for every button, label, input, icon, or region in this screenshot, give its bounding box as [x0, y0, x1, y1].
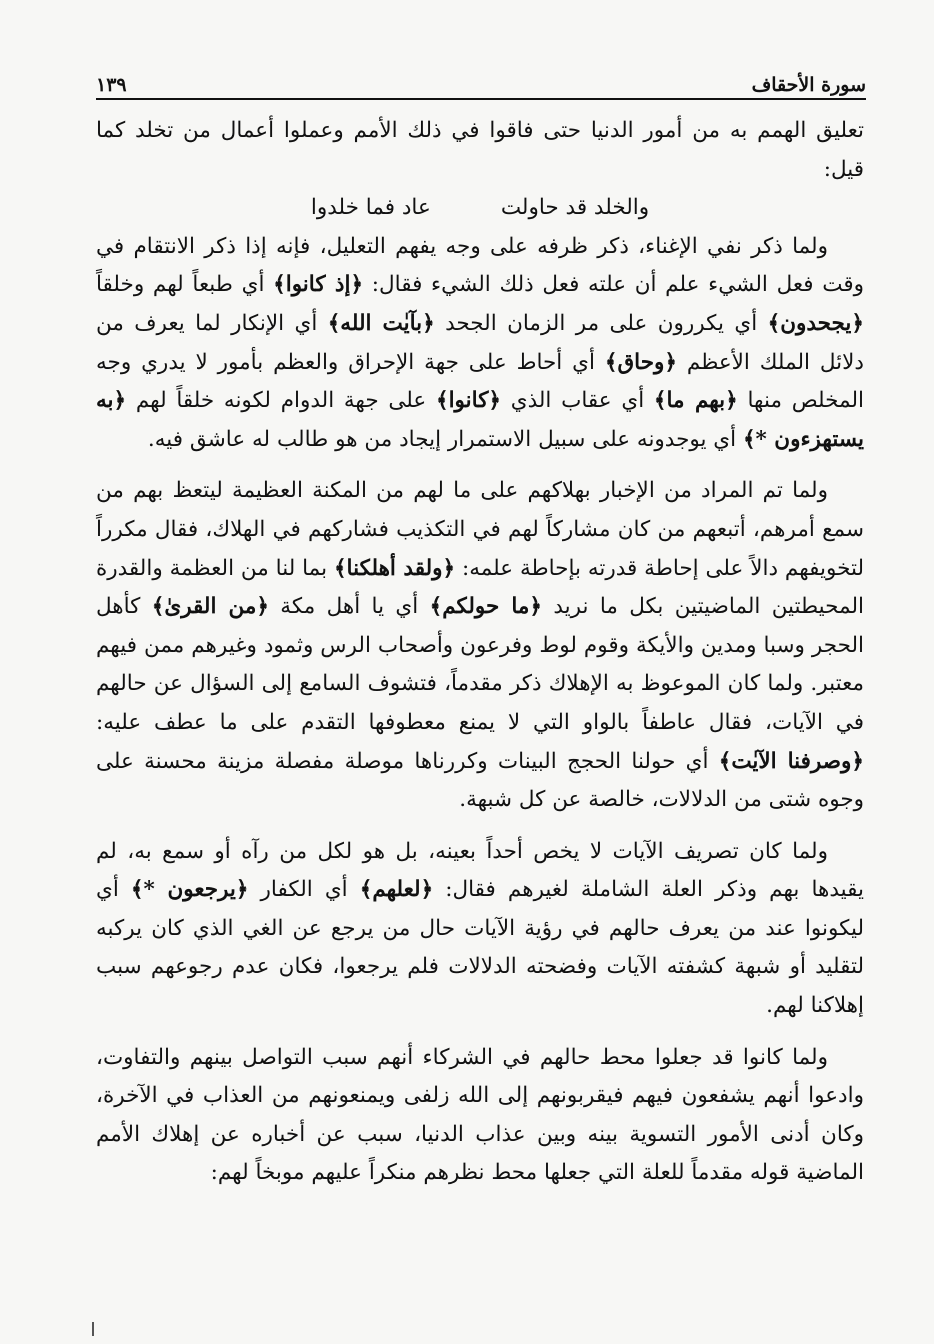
paragraph-3 [96, 472, 864, 819]
quran-quote: ﴿من القرىٰ﴾ [151, 594, 269, 620]
quran-quote: ﴿ولقد أهلكنا﴾ [333, 555, 456, 581]
text-run: أي أحاط على جهة الإحراق والعظم بأمور لا يدري وجه المخلص منها [96, 349, 864, 414]
quran-quote: ﴿ما حولكم﴾ [429, 594, 542, 620]
text-run: كأهل الحجر وسبا ومدين والأيكة وقوم لوط وفرعون وأصحاب الرس وثمود وغيرهم ممن فيهم معتبر. ولما كان الموعوظ به الإهلاك ذكر مقدماً، فتشوف السامع إلى السؤال عن حالهم في الآيات، فقال عاطفاً بالواو التي لا يمنع معطوفها التقدم على ما عطف عليه: [96, 594, 864, 735]
verse-second-hemistich: عاد فما خلدوا [310, 195, 431, 221]
text-run: ولما ذكر نفي الإغناء، ذكر ظرفه على وجه يفهم التعليل، فإنه إذا ذكر الانتقام في وقت فعل الشيء علم أن علته فعل ذلك الشيء فقال: [96, 233, 864, 298]
text-run: أي يا أهل مكة [268, 594, 430, 620]
quran-quote: ﴿بآيٰت الله﴾ [327, 310, 435, 336]
text-run: أي طبعاً لهم وخلقاً [96, 272, 274, 298]
text-run: على جهة الدوام لكونه خلقاً لهم [126, 388, 436, 414]
chapter-title: سورة الأحقاف [751, 74, 866, 96]
text-run: أي ليكونوا عند من يعرف حالهم في رؤية الآيات حال من يرجع عن الغي الذي كان يركبه لتقليد أو شبهة كشفته الآيات وفضحته الدلالات فلم يرجعوا، فكان عدم رجوعهم سبب إهلاكنا لهم. [96, 877, 864, 1019]
quran-quote: ﴿وحاق﴾ [604, 349, 677, 375]
text-run: أي الإنكار لما يعرف من دلائل الملك الأعظم [96, 310, 864, 375]
poetry-verse [96, 189, 864, 228]
header-divider [96, 98, 866, 100]
text-run: أي عقاب الذي [501, 388, 654, 414]
text-run: أي الكفار [248, 877, 360, 903]
paragraph-5: ولما كانوا قد جعلوا محط حالهم في الشركاء أنهم سبب التواصل بينهم والتفاوت، وادعوا أنهم يشفعون فيهم فيقربونهم إلى الله زلفى ويمنعونهم من العذاب في الآخرة، وكان أدنى الأمور التسوية بينه وبين عذاب الدنيا، سبب عن أخباره عن إهلاك الأمم الماضية قوله مقدماً للعلة التي جعلها محط نظرهم منكراً عليهم موبخاً لهم: [96, 1044, 864, 1186]
page-header [96, 56, 866, 96]
quran-quote: ﴿لعلهم﴾ [359, 877, 434, 903]
page-number: ١٣٩ [96, 74, 127, 96]
text-run: ولما كان تصريف الآيات لا يخص أحداً بعينه، بل هو لكل من رآه أو سمع به، لم يقيدها بهم وذكر العلة الشاملة لغيرهم فقال: [96, 838, 864, 903]
quran-quote: ﴿يرجعون *﴾ [130, 877, 249, 903]
quran-quote: ﴿كانوا﴾ [435, 388, 502, 414]
quran-quote: ﴿إذ كانوا﴾ [273, 272, 364, 298]
page-body [96, 112, 864, 1193]
verse-first-hemistich: والخلد قد حاولت [500, 195, 650, 221]
text-run: أي يوجدونه على سبيل الاستمرار إيجاد من هو طالب له عاشق فيه. [147, 426, 743, 452]
text-run: ولما تم المراد من الإخبار بهلاكهم على ما لهم من المكنة العظيمة ليتعظ بهم من سمع أمرهم، أتبعهم من كان مشاركاً لهم في التكذيب فشاركهم في الهلاك، فقال مكرراً لتخويفهم دالاً على إحاطة قدرته بإحاطة علمه: [96, 478, 864, 581]
quran-quote: ﴿وصرفنا الآيٰت﴾ [718, 748, 864, 774]
text-run: أي حولنا الحجج البينات وكررناها موصلة مفصلة مزينة محسنة على وجوه شتى من الدلالات، خالصة عن كل شبهة. [96, 748, 864, 813]
scan-mark [92, 1322, 94, 1336]
text-run: أي يكررون على مر الزمان الجحد [434, 310, 768, 336]
paragraph-2 [96, 228, 864, 460]
paragraph-1: تعليق الهمم به من أمور الدنيا حتى فاقوا في ذلك الأمم وعملوا أعمال من تخلد كما قيل: [96, 118, 864, 182]
quran-quote: ﴿يجحدون﴾ [767, 310, 865, 336]
paragraph-4 [96, 833, 864, 1026]
quran-quote: ﴿بهم ما﴾ [653, 388, 738, 414]
quran-quote: ﴿به يستهزءون *﴾ [96, 388, 864, 452]
text-run: بما لنا من العظمة والقدرة المحيطتين الماضيتين بكل ما نريد [96, 555, 864, 620]
